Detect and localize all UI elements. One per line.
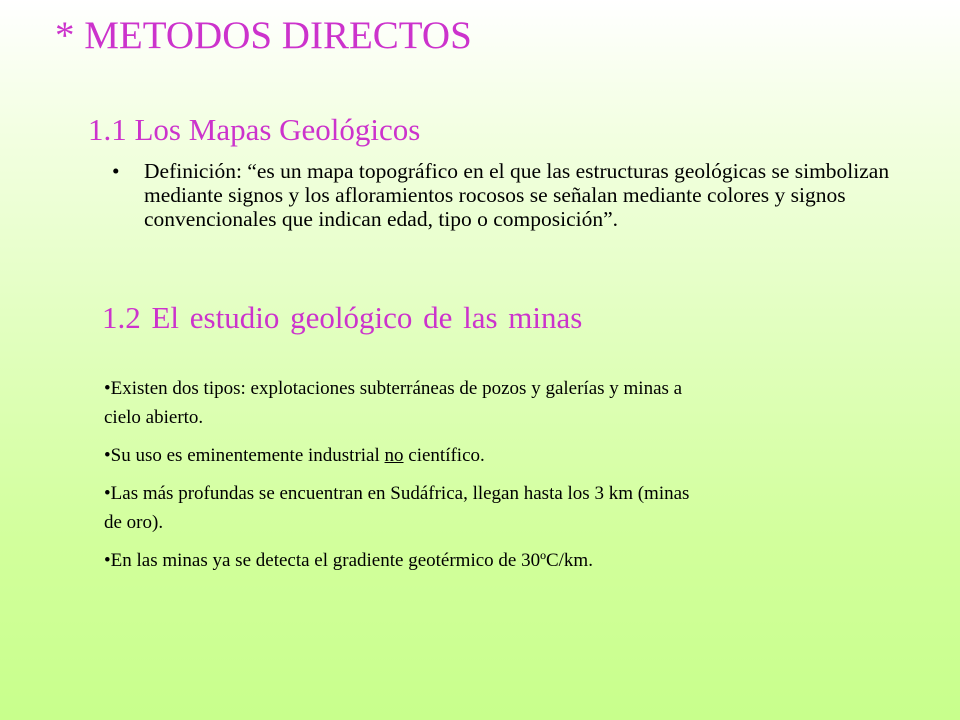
section-heading-mapas-geologicos: 1.1 Los Mapas Geológicos <box>88 112 421 147</box>
definition-item <box>112 159 952 231</box>
slide-title: * METODOS DIRECTOS <box>55 14 472 57</box>
list-item-mine-types: •Existen dos tipos: explotaciones subterráneas de pozos y galerías y minas a cielo abierto. <box>104 378 683 428</box>
industrial-use-text-end: científico. <box>403 445 485 466</box>
definition-list <box>112 159 952 231</box>
mines-bullet-list <box>104 374 704 584</box>
list-item-geothermal-gradient: •En las minas ya se detecta el gradiente geotérmico de 30ºC/km. <box>104 550 593 571</box>
list-item-industrial-use <box>104 441 704 470</box>
definition-text: Definición: “es un mapa topográfico en el que las estructuras geológicas se simbolizan mediante signos y los afloramientos rocosos se señalan mediante colores y signos convencionales que indican edad, tipo o composición”. <box>144 159 890 231</box>
bullet-marker: • <box>112 159 120 183</box>
industrial-use-text-start: •Su uso es eminentemente industrial <box>104 445 385 466</box>
section-heading-estudio-minas: 1.2 El estudio geológico de las minas <box>102 300 583 335</box>
list-item-deepest-mines: •Las más profundas se encuentran en Sudáfrica, llegan hasta los 3 km (minas de oro). <box>104 483 690 533</box>
emphasis-no: no <box>384 445 404 466</box>
